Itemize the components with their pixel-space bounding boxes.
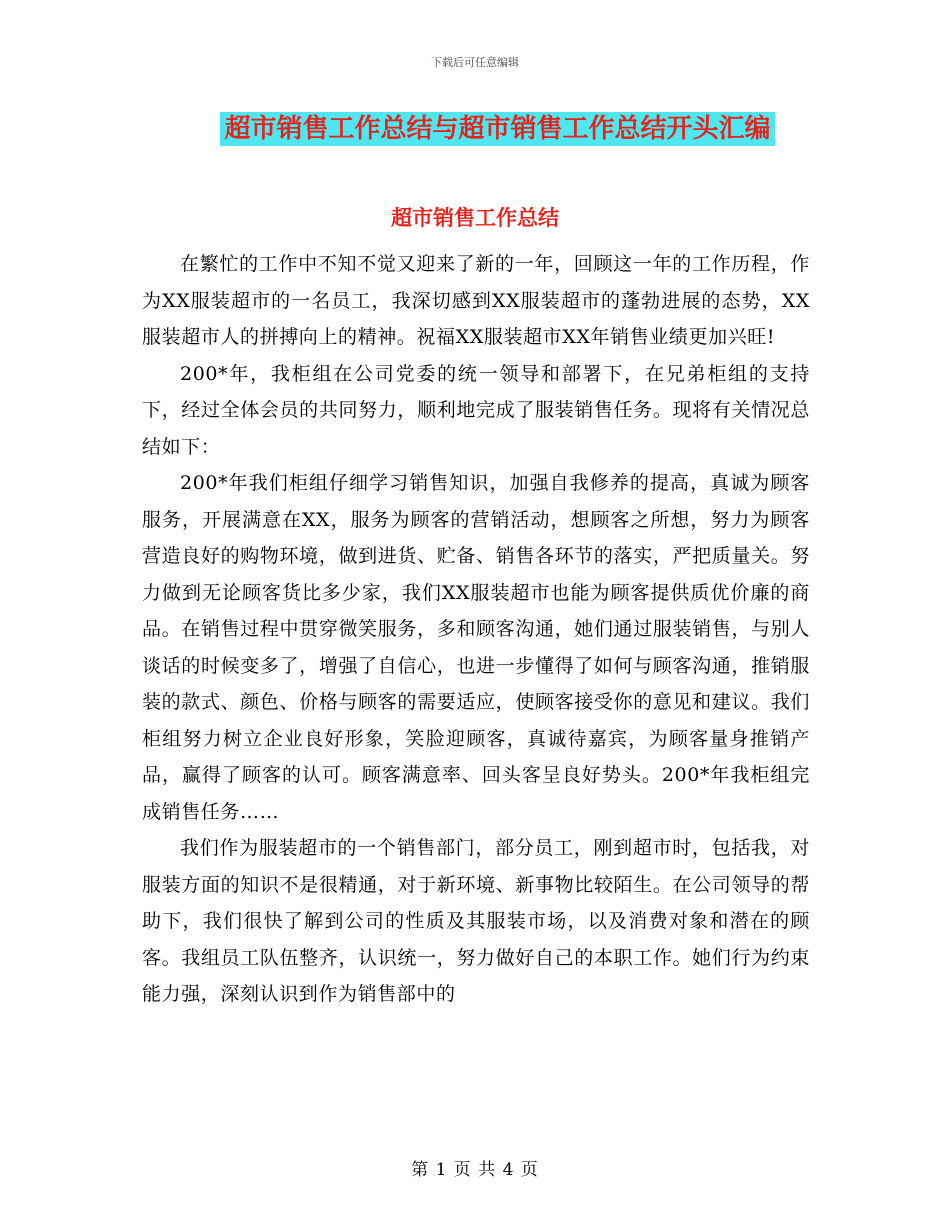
document-body [142, 246, 810, 1013]
main-title: 超市销售工作总结与超市销售工作总结开头汇编 [220, 112, 774, 146]
header-note: 下载后可任意编辑 [431, 56, 519, 69]
paragraph-1: 在繁忙的工作中不知不觉又迎来了新的一年，回顾这一年的工作历程，作为XX服装超市的一名员工，我深切感到XX服装超市的蓬勃进展的态势，XX服装超市人的拼搏向上的精神。祝福XX服装超市XX年销售业绩更加兴旺! [142, 253, 810, 348]
page-footer: 第 1 页 共 4 页 [411, 1160, 539, 1180]
main-title-container [0, 112, 950, 146]
paragraph-4: 我们作为服装超市的一个销售部门，部分员工，刚到超市时，包括我，对服装方面的知识不是很精通，对于新环境、新事物比较陌生。在公司领导的帮助下，我们很快了解到公司的性质及其服装市场，以及消费对象和潜在的顾客。我组员工队伍整齐，认识统一，努力做好自己的本职工作。她们行为约束能力强，深刻认识到作为销售部中的 [142, 837, 810, 1005]
paragraph-3: 200*年我们柜组仔细学习销售知识，加强自我修养的提高，真诚为顾客服务，开展满意在XX，服务为顾客的营销活动，想顾客之所想，努力为顾客营造良好的购物环境，做到进货、贮备、销售各环节的落实，严把质量关。努力做到无论顾客货比多少家，我们XX服装超市也能为顾客提供质优价廉的商品。在销售过程中贯穿微笑服务，多和顾客沟通，她们通过服装销售，与别人谈话的时候变多了，增强了自信心，也进一步懂得了如何与顾客沟通，推销服装的款式、颜色、价格与顾客的需要适应，使顾客接受你的意见和建议。我们柜组努力树立企业良好形象，笑脸迎顾客，真诚待嘉宾，为顾客量身推销产品，赢得了顾客的认可。顾客满意率、回头客呈良好势头。200*年我柜组完成销售任务…… [142, 472, 810, 823]
paragraph-2: 200*年，我柜组在公司党委的统一领导和部署下，在兄弟柜组的支持下，经过全体会员的共同努力，顺利地完成了服装销售任务。现将有关情况总结如下： [142, 362, 810, 458]
section-title: 超市销售工作总结 [391, 206, 559, 230]
